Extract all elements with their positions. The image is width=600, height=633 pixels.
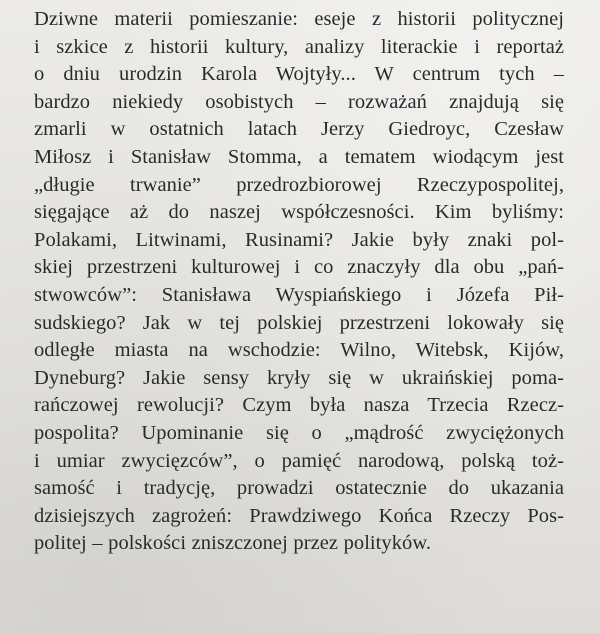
blurb-line: samość i tradycję, prowadzi ostatecznie do ukazania (34, 477, 564, 500)
blurb-line: stwowców”: Stanisława Wyspiańskiego i Józefa Pił- (34, 283, 564, 306)
blurb-line: politej – polskości zniszczonej przez polityków. (34, 532, 432, 555)
blurb-line: sudskiego? Jak w tej polskiej przestrzeni lokowały się (34, 311, 564, 334)
blurb-line: sięgające aż do naszej współczesności. Kim byliśmy: (34, 201, 564, 224)
blurb-line: Polakami, Litwinami, Rusinami? Jakie były znaki pol- (34, 228, 564, 251)
blurb-line: i umiar zwycięzców”, o pamięć narodową, polską toż- (34, 449, 564, 472)
blurb-line: Dyneburg? Jakie sensy kryły się w ukraińskiej poma- (34, 366, 564, 389)
blurb-text (34, 6, 564, 558)
blurb-line: Dziwne materii pomieszanie: eseje z historii politycznej (34, 8, 564, 30)
blurb-line: bardzo niekiedy osobistych – rozważań znajdują się (34, 90, 564, 113)
blurb-line: zmarli w ostatnich latach Jerzy Giedroyc, Czesław (34, 118, 564, 141)
blurb-line: o dniu urodzin Karola Wojtyły... W centrum tych – (34, 63, 564, 86)
blurb-line: rańczowej rewolucji? Czym była nasza Trzecia Rzecz- (34, 394, 564, 417)
blurb-line: Miłosz i Stanisław Stomma, a tematem wiodącym jest (34, 145, 564, 168)
blurb-line: dzisiejszych zagrożeń: Prawdziwego Końca Rzeczy Pos- (34, 504, 564, 527)
blurb-line: i szkice z historii kultury, analizy literackie i reportaż (34, 35, 564, 58)
blurb-line: odległe miasta na wschodzie: Wilno, Witebsk, Kijów, (34, 339, 564, 362)
blurb-line: pospolita? Upominanie się o „mądrość zwyciężonych (34, 421, 564, 444)
blurb-line: „długie trwanie” przedrozbiorowej Rzeczypospolitej, (34, 173, 564, 196)
blurb-line: skiej przestrzeni kulturowej i co znaczyły dla obu „pań- (34, 256, 564, 279)
